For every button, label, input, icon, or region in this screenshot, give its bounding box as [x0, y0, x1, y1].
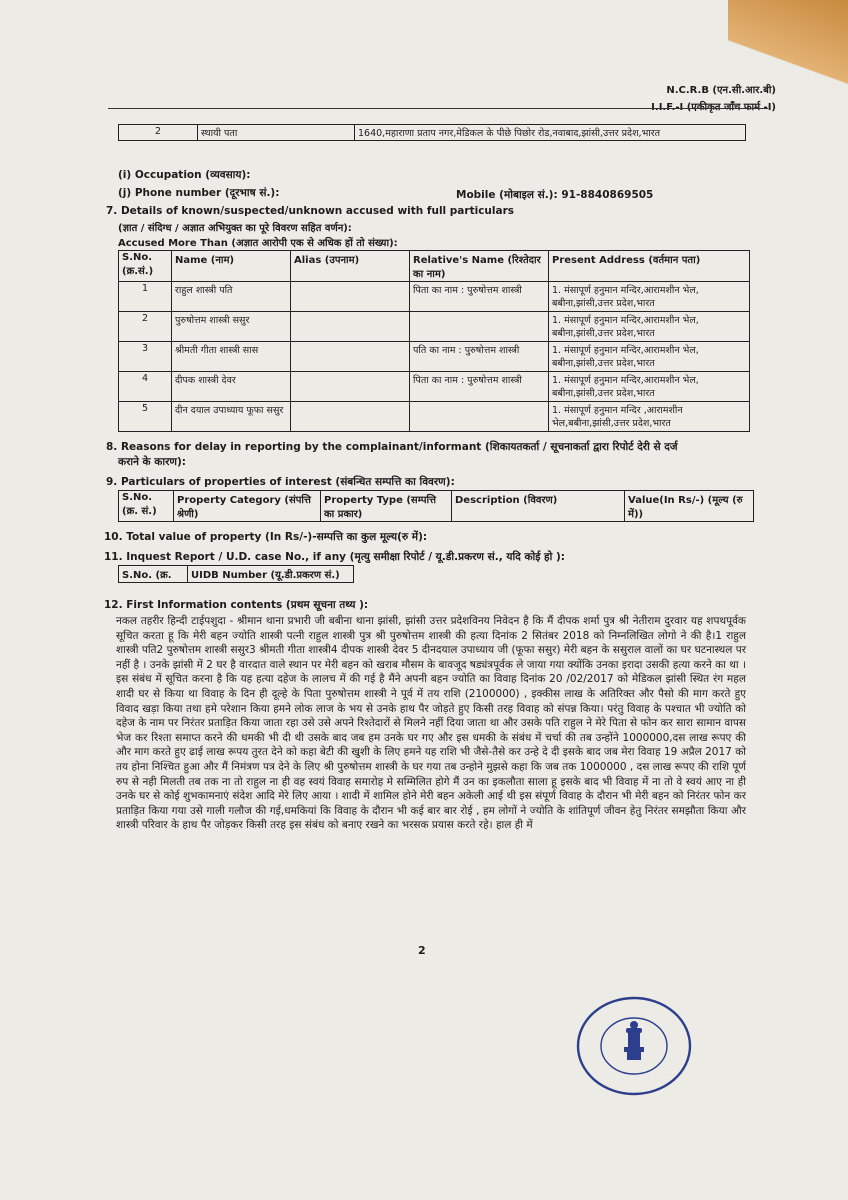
address-value: 1640,महाराणा प्रताप नगर,मेडिकल के पीछे पिछोर रोड,नवाबाद,झांसी,उत्तर प्रदेश,भारत	[355, 125, 746, 141]
section7-more-than: Accused More Than (अज्ञात आरोपी एक से अधिक हों तो संख्या):	[118, 238, 398, 249]
section12-title: 12. First Information contents (प्रथम सूचना तथ्य ):	[104, 599, 369, 611]
header-iif: I.I.F.-I (एकीकृत जाँच फार्म -I)	[651, 102, 776, 113]
cell-address: 1. मंसापूर्ण हनुमान मन्दिर,आरामशीन भेल, बबीना,झांसी,उत्तर प्रदेश,भारत	[549, 312, 750, 342]
col-name: Name (नाम)	[172, 251, 291, 282]
cell-alias	[291, 342, 410, 372]
inquest-table	[118, 565, 354, 583]
table-header-row	[119, 251, 750, 282]
address-num: 2	[119, 125, 198, 141]
cell-name: दीपक शास्त्री देवर	[172, 372, 291, 402]
cell-relative: पति का नाम : पुरुषोत्तम शास्त्री	[410, 342, 549, 372]
phone-label: (j) Phone number (दूरभाष सं.):	[118, 187, 280, 199]
cell-name: राहुल शास्त्री पति	[172, 282, 291, 312]
occupation-label: (i) Occupation (व्यवसाय):	[118, 169, 251, 181]
paper-edge	[728, 0, 848, 95]
police-station-seal	[575, 995, 693, 1097]
section11-title: 11. Inquest Report / U.D. case No., if any (मृत्यु समीक्षा रिपोर्ट / यू.डी.प्रकरण सं., यदि कोई हो ):	[104, 551, 565, 563]
table-row	[119, 342, 750, 372]
col-address: Present Address (वर्तमान पता)	[549, 251, 750, 282]
cell-sno: 4	[119, 372, 172, 402]
form-header	[651, 82, 776, 116]
cell-sno: 1	[119, 282, 172, 312]
section9-title: 9. Particulars of properties of interest (संबन्धित सम्पत्ति का विवरण):	[106, 476, 455, 488]
property-table	[118, 490, 754, 522]
cell-name: पुरुषोत्तम शास्त्री ससुर	[172, 312, 291, 342]
col-value: Value(In Rs/-) (मूल्य (रु में))	[625, 491, 754, 522]
table-row	[119, 402, 750, 432]
col-sno: S.No.(क्र.सं.)	[119, 251, 172, 282]
section8-title: 8. Reasons for delay in reporting by the complainant/informant (शिकायतकर्ता / सूचनाकर्ता द्वारा रिपोर्ट देरी से दर्ज	[106, 441, 678, 453]
address-table	[118, 124, 746, 141]
col-uidb: UIDB Number (यू.डी.प्रकरण सं.)	[188, 566, 354, 583]
col-sno: S.No. (क्र.	[119, 566, 188, 583]
emblem-icon	[624, 1021, 644, 1060]
cell-address: 1. मंसापूर्ण हनुमान मन्दिर ,आरामशीन भेल,बबीना,झांसी,उत्तर प्रदेश,भारत	[549, 402, 750, 432]
address-label: स्थायी पता	[198, 125, 355, 141]
fir-contents: नकल तहरीर हिन्दी टाईपशुदा - श्रीमान थाना प्रभारी जी बबीना थाना झांसी, झांसी उत्तर प्रदेशविनय निवेदन है कि मैं दीपक शर्मा पुत्र श्री नेतीराम दुरवार यह शपथपूर्वक सूचित करता हू कि मेरी बहन ज्योति शास्त्री पत्नी राहुल शास्त्री पुत्र श्री पुरुषोत्तम शास्त्री की हत्या दिनांक 2 सितंबर 2018 को निम्नलिखित लोगो ने की है।1 राहुल शास्त्री पति2 पुरुषोत्तम शास्त्री ससुर3 श्रीमती गीता शास्त्री4 दीपक शास्त्री देवर 5 दीनदयाल उपाध्याय जी (फूफा ससुर) मेरी बहन के ससुराल वालों का घर घटनास्थल पर नहीं है । उनके झांसी में 2 घर है वारदात वाले स्थान पर मेरी बहन को खराब मौसम के बावजूद षड्यंत्रपूर्वक ले जाया गया क्योंकि उनका इरादा उसकी हत्या करने का था । इस संबंध में सूचित करना है कि यह हत्या दहेज के लालच में की गई है मैंने अपनी बहन ज्योति का विवाह दिनांक 20 /02/2017 को मेडिकल झांसी स्थित रंग महल शादी घर से किया था विवाह के दिन ही दूल्हे के पिता पुरुषोत्तम शास्त्री ने पूर्व में तय राशि (2100000) , इक्कीस लाख के अतिरिक्त और पैसो की माग करते हुए विवाद खड़ा किया तथा हमे परेशान किया हमने लोक लाज के भय से उनके हाथ पैर जोड़ते हुए किसी तरह विवाह को संपन्न किया। परंतु विवाह के पश्चात भी ज्योति को दहेज के नाम पर निरंतर प्रताड़ित किया जाता रहा उसे उसे अपने रिश्तेदारों से मिलने नहीं दिया जाता था और उसके पति राहुल ने मेरे पिता से फोन कर सारा सामान वापस भेज कर रिश्ता समाप्त करने की धमकी भी दी थी उसके बाद जब हम उनके घर गए और इस धमकी के संबंध में चर्चा की तब उन्होंने 1000000,दस लाख रूपए की और माग करते हुए ढाई लाख रूपय तुरत देने को कहा बेटी की खुशी के लिए हमने यह राशि भी जैसे-तैसे कर उन्हे दे दी इसके बाद जब मेरा विवाह 19 अप्रैल 2017 को तय होना निश्चित हुआ और मैं निमंत्रण पत्र देने के लिए श्री पुरुषोत्तम शास्त्री के घर गया तब उन्होने मुझसे कहा कि जब तक 1000000 , दस लाख रूपए की राशि पूर्ण रुप से नही मिलती तब तक ना तो राहुल ना ही वह स्वयं विवाह समारोह मे सम्मिलित होगे मैं उन का इकलौता साला हू इसके बाद भी विवाह में ना तो वे स्वयं आए ना ही उनके घर से कोई शुभकामनाएं संदेश आदि मेरे लिए आया । शादी में शामिल होने मेरी बहन अकेली आई थी इस संपूर्ण विवाह के दौरान भी मेरी बहन को निरंतर फोन कर प्रताड़ित किया गया उसे गाली गलौज की गई,धमकियां कि विवाह के दौरान भी कई बार बार रोई , हम लोगों ने ज्योति के शांतिपूर्ण जीवन हेतु निरंतर समझौता किया और शास्त्री परिवार के हाथ पैर जोड़कर किसी तरह इस संबंध को बनाए रखने का भरसक प्रयास करते रहे। हाल ही में	[116, 615, 746, 832]
table-row	[119, 125, 746, 141]
col-sno: S.No. (क्र. सं.)	[119, 491, 174, 522]
mobile-label: Mobile (मोबाइल सं.): 91-8840869505	[456, 189, 654, 201]
cell-alias	[291, 282, 410, 312]
col-type: Property Type (सम्पत्ति का प्रकार)	[321, 491, 452, 522]
cell-alias	[291, 312, 410, 342]
section8-title-cont: कराने के कारण):	[118, 456, 186, 468]
cell-alias	[291, 402, 410, 432]
col-relative: Relative's Name (रिश्तेदार का नाम)	[410, 251, 549, 282]
accused-table	[118, 250, 750, 432]
table-header-row	[119, 566, 354, 583]
cell-relative: पिता का नाम : पुरुषोत्तम शास्त्री	[410, 282, 549, 312]
section7-title: 7. Details of known/suspected/unknown accused with full particulars	[106, 205, 515, 217]
header-rule	[108, 108, 768, 109]
cell-alias	[291, 372, 410, 402]
cell-relative: पिता का नाम : पुरुषोत्तम शास्त्री	[410, 372, 549, 402]
cell-name: दीन दयाल उपाध्याय फूफा ससुर	[172, 402, 291, 432]
seal-graphic	[575, 995, 693, 1097]
cell-name: श्रीमती गीता शास्त्री सास	[172, 342, 291, 372]
cell-relative	[410, 312, 549, 342]
page-number: 2	[418, 944, 426, 957]
table-row	[119, 372, 750, 402]
cell-relative	[410, 402, 549, 432]
section10-title: 10. Total value of property (In Rs/-)-सम्पत्ति का कुल मूल्य(रु में):	[104, 531, 428, 543]
cell-sno: 5	[119, 402, 172, 432]
cell-address: 1. मंसापूर्ण हनुमान मन्दिर,आरामशीन भेल, बबीना,झांसी,उत्तर प्रदेश,भारत	[549, 282, 750, 312]
cell-address: 1. मंसापूर्ण हनुमान मन्दिर,आरामशीन भेल, बबीना,झांसी,उत्तर प्रदेश,भारत	[549, 342, 750, 372]
col-category: Property Category (संपत्ति श्रेणी)	[174, 491, 321, 522]
table-header-row	[119, 491, 754, 522]
table-row	[119, 312, 750, 342]
col-alias: Alias (उपनाम)	[291, 251, 410, 282]
section7-subtitle: (ज्ञात / संदिग्ध / अज्ञात अभियुक्त का पूरे विवरण सहित वर्णन):	[118, 223, 352, 234]
cell-sno: 3	[119, 342, 172, 372]
col-description: Description (विवरण)	[452, 491, 625, 522]
cell-sno: 2	[119, 312, 172, 342]
table-row	[119, 282, 750, 312]
cell-address: 1. मंसापूर्ण हनुमान मन्दिर,आरामशीन भेल, बबीना,झांसी,उत्तर प्रदेश,भारत	[549, 372, 750, 402]
header-ncrb: N.C.R.B (एन.सी.आर.बी)	[666, 85, 776, 96]
